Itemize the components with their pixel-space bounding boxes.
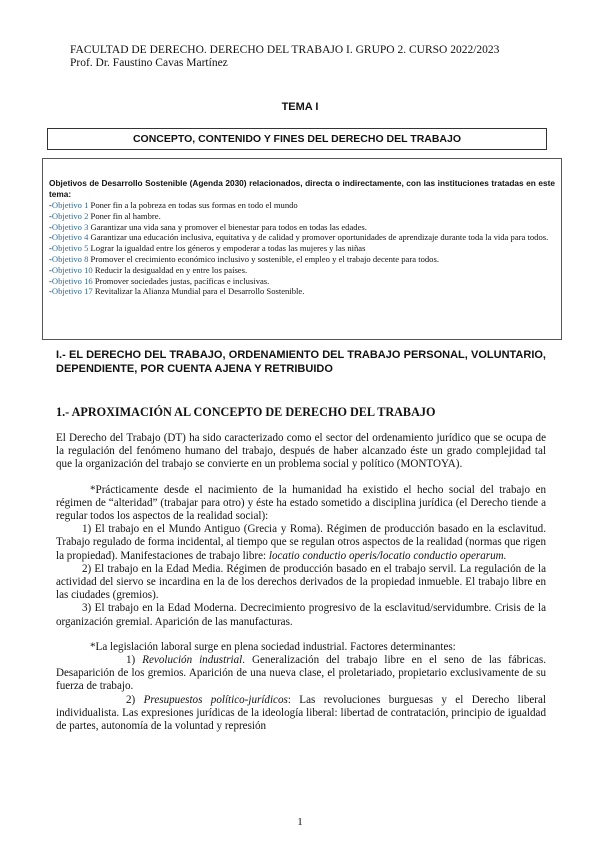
ods-item-label: Objetivo 16 [51,275,93,286]
ods-item-text: Poner fin al hambre. [88,210,161,221]
ods-item: -Objetivo 8 Promover el crecimiento económico inclusivo y sostenible, el empleo y el trabajo decente para todos. [49,253,439,264]
paragraph-text: 1) El trabajo en el Mundo Antiguo (Grecia y Roma). Régimen de producción basado en la esclavitud. Trabajo regulado de forma incidental, al tiempo que se regulan otros aspectos de la realidad (normas que rigen la propiedad). Manifestaciones de trabajo libre: [56,523,547,562]
paragraph: *Prácticamente desde el nacimiento de la humanidad ha existido el hecho social del trabajo en régimen de “alteridad” (trabajar para otro) y éste ha estado sometido a disciplina jurídica (el Derecho tiende a regular todos los aspectos de la realidad social): [56,483,546,523]
item-number: 1) [126,654,143,667]
paragraph-text: : Las revoluciones burguesas y el Derecho liberal individualista. Las expresiones jurídicas de la ideología liberal: libertad de contratación, principio de igualdad de partes, autonomía de la voluntad y represión [56,693,546,733]
paragraph [56,523,546,563]
paragraph: *La legislación laboral surge en plena sociedad industrial. Factores determinantes: [90,640,456,653]
ods-item: -Objetivo 3 Garantizar una vida sana y promover el bienestar para todos en todas las edades. [49,221,367,232]
item-number: 2) [126,693,144,706]
ods-item: -Objetivo 16 Promover sociedades justas, pacíficas e inclusivas. [49,275,270,286]
paragraph: 2) El trabajo en la Edad Media. Régimen de producción basado en el trabajo servil. La regulación de la actividad del siervo se incardina en la de los derechos derivados de la propiedad inmueble. El trabajo libre en las ciudades (gremios). [56,562,546,602]
ods-intro: Objetivos de Desarrollo Sostenible (Agenda 2030) relacionados, directa o indirectamente, con las instituciones tratadas en este tema: [49,178,555,199]
chapter-title: CONCEPTO, CONTENIDO Y FINES DEL DERECHO DEL TRABAJO [132,133,462,145]
subsection-title: 1.- APROXIMACIÓN AL CONCEPTO DE DERECHO DEL TRABAJO [56,405,436,419]
ods-item-label: Objetivo 2 [51,210,89,221]
ods-item-text: Revitalizar la Alianza Mundial para el Desarrollo Sostenible. [92,286,305,297]
header-professor-line: Prof. Dr. Faustino Cavas Martínez [70,57,228,69]
paragraph: 3) El trabajo en la Edad Moderna. Decrecimiento progresivo de la esclavitud/servidumbre. Crisis de la organización gremial. Aparición de las manufacturas. [56,602,546,628]
ods-item: -Objetivo 17 Revitalizar la Alianza Mundial para el Desarrollo Sostenible. [49,286,305,297]
ods-item-label: Objetivo 17 [51,286,93,297]
ods-item-text: Promover el crecimiento económico inclusivo y sostenible, el empleo y el trabajo decente para todos. [88,253,439,264]
ods-item-label: Objetivo 3 [51,221,89,232]
ods-item-label: Objetivo 1 [51,200,89,210]
ods-item-label: Objetivo 4 [51,232,89,243]
ods-item-label: Objetivo 8 [51,253,89,264]
ods-box [42,158,562,340]
document-header [70,44,499,70]
ods-item-label: Objetivo 5 [51,243,89,254]
ods-item: -Objetivo 4 Garantizar una educación inclusiva, equitativa y de calidad y promover oportunidades de aprendizaje durante toda la vida para todos. [49,232,549,243]
latin-term: locatio conductio operis/locatio conductio operarum. [268,549,507,562]
ods-item-text: Poner fin a la pobreza en todas sus formas en todo el mundo [88,200,298,210]
paragraph [56,654,546,694]
ods-item-label: Objetivo 10 [51,264,93,275]
ods-item-text: Garantizar una vida sana y promover el bienestar para todos en todas las edades. [88,221,367,232]
ods-item-text: Garantizar una educación inclusiva, equitativa y de calidad y promover oportunidades de aprendizaje durante toda la vida para todos. [88,232,549,243]
page-number: 1 [297,816,303,828]
emphasis-term: Presupuestos político-jurídicos [143,693,288,706]
tema-heading: TEMA I [281,101,319,113]
emphasis-term: Revolución industrial [142,654,243,667]
paragraph-text: . Generalización del trabajo libre en el seno de las fábricas. Desaparición de los gremios. Aparición de una nueva clase, el proletariado, propietario exclusivamente de su fuerza de trabajo. [56,654,547,693]
ods-item: -Objetivo 10 Reducir la desigualdad en y entre los países. [49,264,248,275]
ods-item: -Objetivo 2 Poner fin al hambre. [49,210,161,221]
ods-item-text: Promover sociedades justas, pacíficas e inclusivas. [92,275,270,286]
body-text [56,432,546,733]
section-title: I.- EL DERECHO DEL TRABAJO, ORDENAMIENTO DEL TRABAJO PERSONAL, VOLUNTARIO, DEPENDIENTE, POR CUENTA AJENA Y RETRIBUIDO [56,349,546,375]
ods-item-text: Reducir la desigualdad en y entre los países. [92,264,248,275]
header-faculty-line: FACULTAD DE DERECHO. DERECHO DEL TRABAJO I. GRUPO 2. CURSO 2022/2023 [70,44,500,56]
ods-item: -Objetivo 1 Poner fin a la pobreza en todas sus formas en todo el mundo [49,200,298,210]
ods-item-text: Lograr la igualdad entre los géneros y empoderar a todas las mujeres y las niñas [88,243,366,254]
chapter-title-box [47,128,547,150]
ods-item: -Objetivo 5 Lograr la igualdad entre los géneros y empoderar a todas las mujeres y las niñas [49,243,366,254]
paragraph: El Derecho del Trabajo (DT) ha sido caracterizado como el sector del ordenamiento jurídico que se ocupa de la regulación del fenómeno humano del trabajo, después de haber alcanzado éste un grado complejidad tal que la organización del trabajo se convierte en un problema social y político (MONTOYA). [56,432,546,471]
paragraph [56,694,546,734]
